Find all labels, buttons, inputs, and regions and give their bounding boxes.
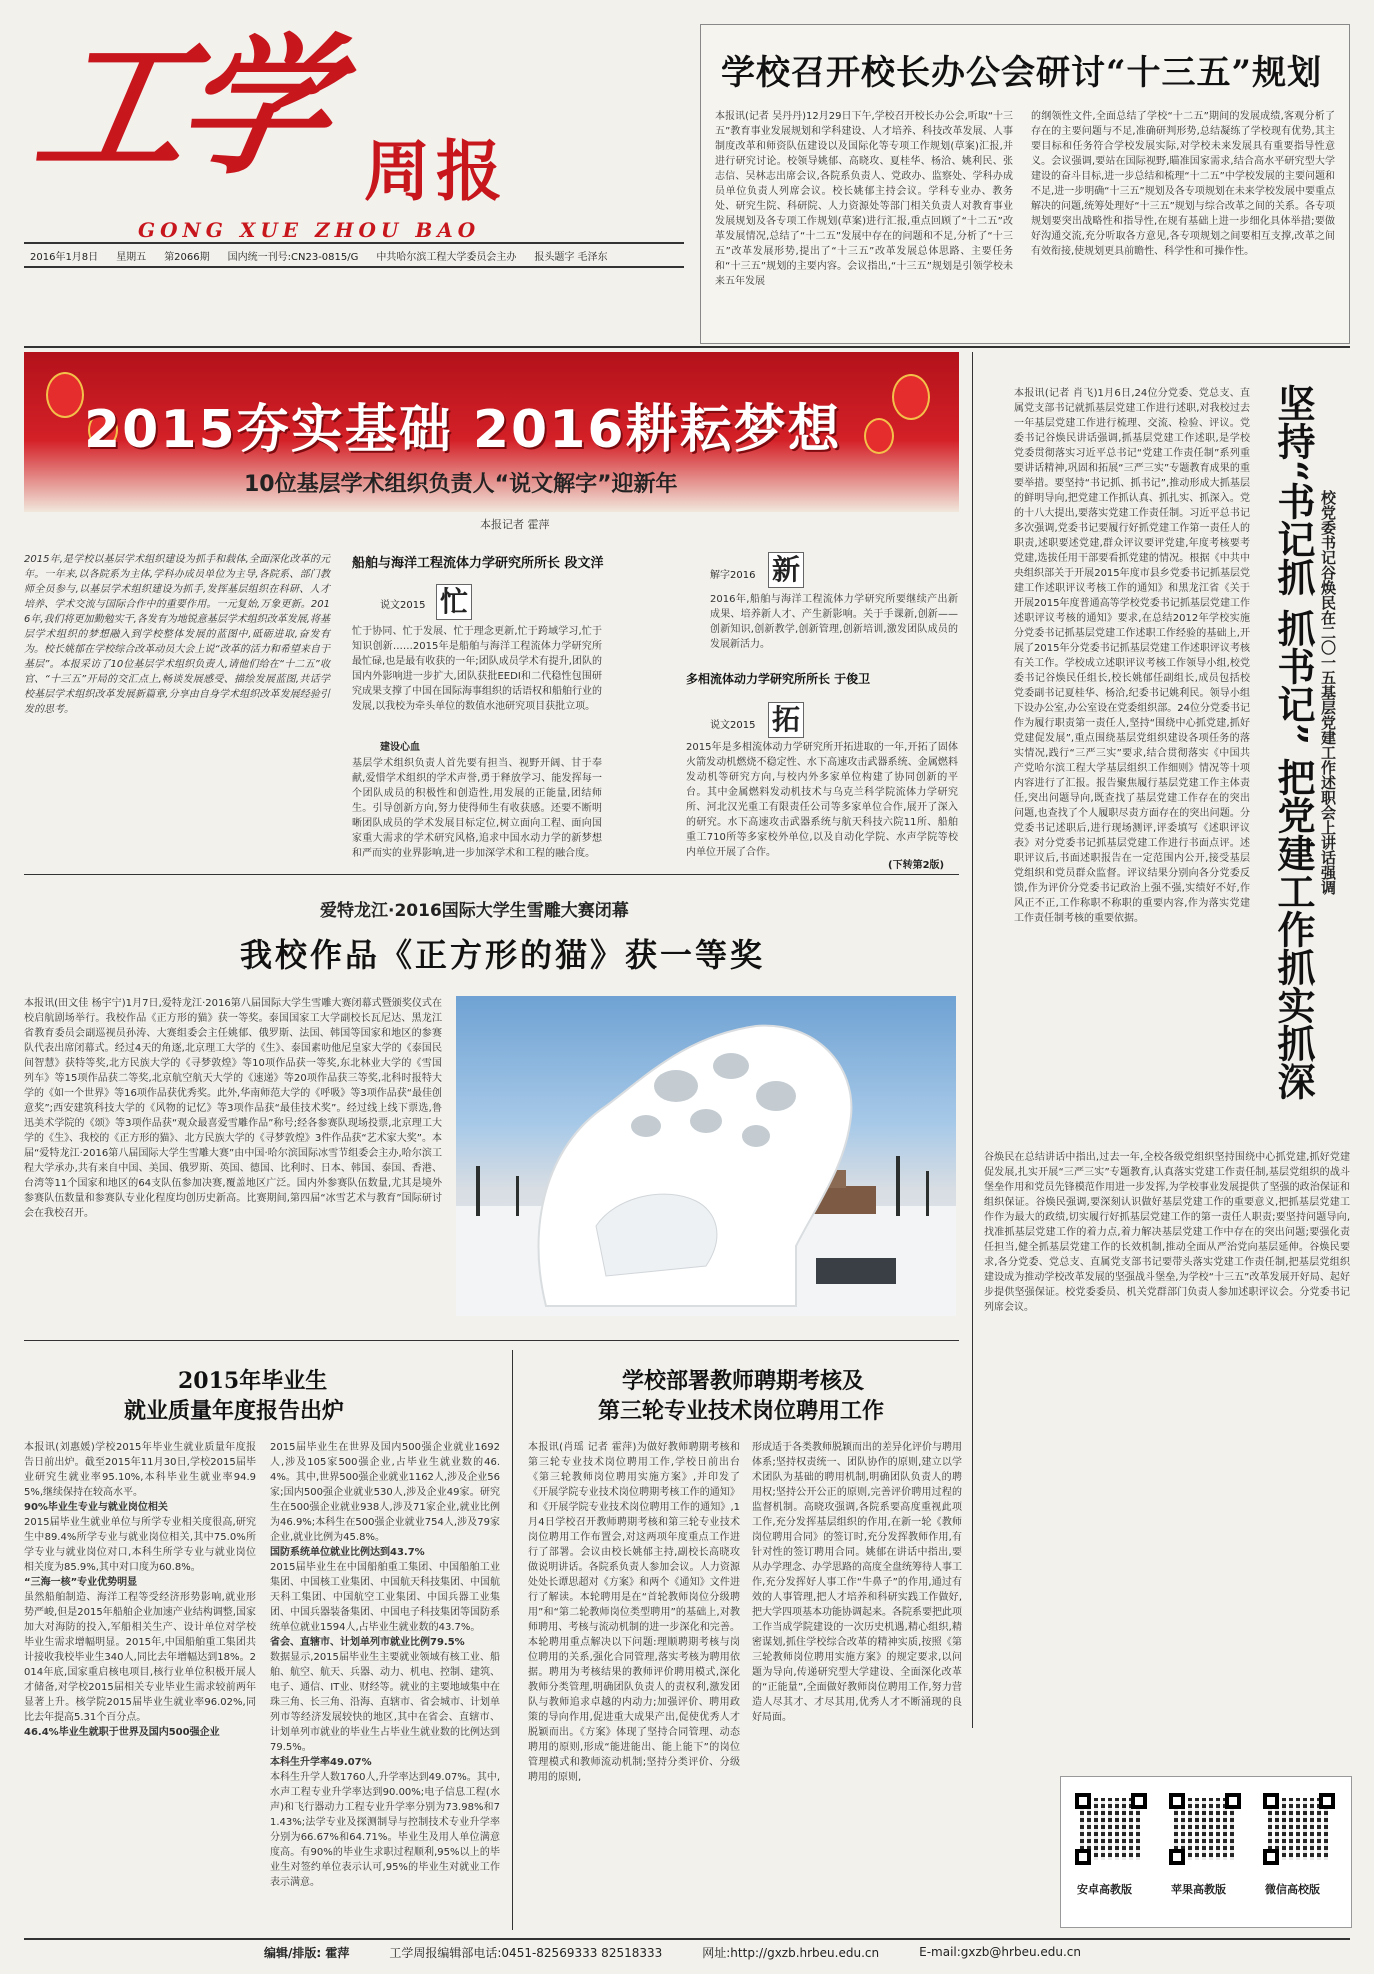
masthead-logo-gongxue: 工学: [24, 19, 336, 195]
employment-text-7: 本科生升学人数1760人,升学率达到49.07%。其中,水声工程专业升学率达到90.00%;电子信息工程(水声)和飞行器动力工程专业升学率分别为73.98%和71.43%;法学专业及探测制导与控制技术专业升学率分别为66.67%和64.71%。毕业生及用人单位满意度高。有90%的毕业生求职过程顺利,95%以上的毕业生对签约单位表示认可,95%的毕业生对就业工作表示满意。: [270, 1772, 500, 1888]
footer-phone: 工学周报编辑部电话:0451-82569333 82518333: [389, 1945, 663, 1960]
top-story-box: [700, 24, 1350, 344]
word-2016-label: 解字2016: [710, 570, 756, 581]
word-2015-character-2: 拓: [768, 702, 804, 738]
qr-code-panel: [1060, 1776, 1352, 1928]
snow-sculpture-illustration: [456, 996, 956, 1316]
hr-story-col-1: 本报讯(肖瑶 记者 霍萍)为做好教师聘期考核和第三轮专业技术岗位聘用工作,学校日前出台《第三轮教师岗位聘用实施方案》,并印发了《开展学院专业技术岗位聘期考核工作的通知》和《开展学院专业技术岗位聘用工作的通知》,1月4日学校召开教师聘期考核和第三轮专业技术岗位聘用工作布置会,对这两项年度重点工作进行了部署。会议由校长姚郁主持,副校长高晓攻做说明讲话。各院系负责人参加会议。人力资源处处长谭思超对《方案》和两个《通知》文件进行了解读。本轮聘用是在“首轮教师岗位分级聘用”和“第二轮教师岗位类型聘用”的基础上,对教师聘用、考核与流动机制的进一步深化和完善。本轮聘用重点解决以下问题:理顺聘期考核与岗位聘用的关系,强化合同管理,落实考核为聘用依据。聘用为考核结果的教师评价聘用模式,深化教师分类管理,明确团队负责人的责权利,激发团队与教师追求卓越的内动力;加强评价、聘用政策的导向作用,促进重大成果产出,促使优秀人才脱颖而出。《方案》体现了坚持合同管理、动态聘用的原则,形成“能进能出、能上能下”的岗位管理模式和教师流动机制;坚持分类评价、分级聘用的原则,: [528, 1442, 740, 1783]
masthead-pinyin: GONG XUE ZHOU BAO: [138, 218, 481, 242]
employment-sub-5: 省会、直辖市、计划单列市就业比例79.5%: [270, 1637, 465, 1648]
snow-story-kicker: 爱特龙江·2016国际大学生雪雕大赛闭幕: [320, 901, 629, 921]
divider: [24, 1340, 959, 1341]
employment-text-4: 2015届毕业生在世界及国内500强企业就业1692人,涉及105家500强企业,占毕业生就业数的46.4%。其中,世界500强企业就业1162人,涉及企业56家;国内500强企业就业530人,涉及企业49家。研究生在500强企业就业938人,涉及71家企业,就业比例为46.9%;本科生在500强企业就业754人,涉及79家企业,就业比例为45.8%。: [270, 1442, 500, 1543]
employment-headline-line1[interactable]: 2015年毕业生: [178, 1368, 328, 1394]
divider: [24, 346, 1350, 348]
feature-byline: 本报记者 霍萍: [480, 518, 550, 531]
employment-sub-3: 46.4%毕业生就职于世界及国内500强企业: [24, 1727, 220, 1738]
qr-code-label: 安卓高教版: [1077, 1883, 1132, 1896]
employment-text-1: 本报讯(刘惠媛)学校2015年毕业生就业质量年度报告日前出炉。截至2015年11月30日,学校2015届毕业研究生就业率95.10%,本科毕业生就业率94.95%,继续保持在较高水平。: [24, 1442, 256, 1498]
snow-story-text: 本报讯(田文佳 杨宇宁)1月7日,爱特龙江·2016第八届国际大学生雪雕大赛闭幕式暨颁奖仪式在校启航剧场举行。我校作品《正方形的猫》获一等奖。泰国国家工大学副校长瓦尼达、黑龙江省教育委员会副巡视员孙涛、大赛组委会主任姚郁、俄罗斯、法国、韩国等国家和地区的参赛队代表出席闭幕式。经过4天的角逐,北京理工大学的《生》、泰国素叻他尼皇家大学的《泰国民间智慧》获特等奖,北方民族大学的《寻梦敦煌》等10项作品获一等奖,东北林业大学的《雪国列车》等15项作品获二等奖,北京航空航天大学的《速递》等20项作品获三等奖,北科时报特大学的《如一个世界》等16项作品获优秀奖。此外,华南师范大学的《呼吸》等3项作品获“最佳创意奖”;西安建筑科技大学的《风物的记忆》等3项作品获“最佳技术奖”。经过线上线下票选,鲁迅美术学院的《颂》等3项作品获“观众最喜爱雪雕作品”称号;经各参赛队现场投票,北京理工大学的《生》、我校的《正方形的猫》、北方民族大学的《寻梦敦煌》3件作品获“艺术家大奖”。本届“爱特龙江·2016第八届国际大学生雪雕大赛”由中国·哈尔滨国际冰雪节组委会主办,哈尔滨工程大学承办,共有来自中国、美国、俄罗斯、英国、德国、比利时、日本、韩国、泰国、香港、台湾等11个国家和地区的64支队伍参加决赛,覆盖地区广泛。国内外参赛队伍数量,尤其是境外参赛队伍数量和参赛队专业化程度均创历史新高。比赛期间,第四届“冰雪艺术与教育”国际研讨会在我校召开。: [24, 998, 442, 1219]
word-2015-label-2: 说文2015: [710, 720, 756, 731]
word-2016-character: 新: [768, 552, 804, 588]
qr-corner: [1075, 1849, 1091, 1865]
employment-text-2: 2015届毕业生就业单位与所学专业相关度很高,研究生中89.4%所学专业与就业岗位相关,其中75.0%所学专业与就业岗位对口,本科生所学专业与就业岗位相关度为85.9%,其中对口度为60.8%。: [24, 1517, 256, 1573]
employment-headline-line2[interactable]: 就业质量年度报告出炉: [124, 1398, 345, 1424]
issue-serial: 国内统一刊号:CN23-0815/G: [227, 251, 359, 263]
issue-number: 第2066期: [164, 251, 210, 263]
footer-bar: [24, 1938, 1350, 1964]
employment-sub-2: “三海一核”专业优势明显: [24, 1577, 138, 1588]
divider: [512, 1350, 513, 1930]
snow-story-headline[interactable]: 我校作品《正方形的猫》获一等奖: [240, 936, 766, 974]
masthead-logo-zhoubao: 周报: [364, 133, 508, 210]
masthead-info-bar: [24, 242, 684, 268]
qr-code-label: 微信高校版: [1265, 1883, 1320, 1896]
qr-corner: [1319, 1793, 1335, 1809]
divider: [972, 352, 973, 1728]
top-story-column-2: 的纲领性文件,全面总结了学校“十二五”期间的发展成绩,客观分析了存在的主要问题与不足,准确研判形势,总结凝练了学校现有优势,其主要目标和任务符合学校发展实际,对学校未来发展具有重要指导性意义。会议强调,要站在国际视野,瞄准国家需求,结合高水平研究型大学建设的奋斗目标,进一步总结和梳理“十二五”中学校发展的主要问题和不足,进一步明确“十三五”规划及各专项规划在未来学校发展中要重点解决的问题,统筹处理好“十三五”规划与综合改革之间的关系。各专项规划要突出战略性和指导性,在规有基础上进一步细化具体举措;要做好沟通交流,充分听取各方意见,各专项规划之间要相互支撑,改革之间有效衔接,使规划更具前瞻性、科学性和可操作性。: [1031, 111, 1335, 257]
snow-sculpture-photo: [456, 996, 956, 1316]
interview-2-text-2: 2015年是多相流体动力学研究所开拓进取的一年,开拓了固体火箭发动机燃烧不稳定性、水下高速攻击武器系统、金属燃料发动机等研究方向,与校内外多家单位构建了协同创新的平台。其中金属燃料发动机技术与乌克兰科学院流体力学研究所、河北汉光重工有限责任公司等多家单位合作,展开了深入的研究。水下高速攻击武器系统与航天科技六院11所、船舶重工710所等多家校外单位,以及自动化学院、水声学院等校内单位开展了合作。: [686, 742, 958, 858]
footer-email[interactable]: E-mail:gxzb@hrbeu.edu.cn: [919, 1945, 1081, 1959]
hr-headline-line1[interactable]: 学校部署教师聘期考核及: [622, 1368, 865, 1394]
qr-code-label: 苹果高教版: [1171, 1883, 1226, 1896]
employment-story-col-1: [24, 1440, 256, 1930]
qr-corner: [1131, 1793, 1147, 1809]
hr-story-col-2: 形成适于各类教师脱颖而出的差异化评价与聘用体系;坚持权责统一、团队协作的原则,建立以学术团队为基础的聘用机制,明确团队负责人的聘用权;坚持公开公正的原则,完善评价聘用过程的监督机制。高晓攻强调,各院系要高度重视此项工作,充分发挥基层组织的作用,在新一轮《教师岗位聘用合同》的签订时,充分发挥教师作用,有针对性的签订聘用合同。姚郁在讲话中指出,要从办学理念、办学思路的高度全盘统筹待人事工作,充分发挥好人事工作“牛鼻子”的作用,通过有效的人事管理,把人才培养和科研实践工作做好,把大学四项基本功能协调起来。各院系要把此项工作当成学院建设的一次历史机遇,精心组织,精密谋划,抓住学校综合改革的精神实质,按照《第三轮教师岗位聘用实施方案》的规定要求,以问题为导向,传递研究型大学建设、全面深化改革的“正能量”,全面做好教师岗位聘用工作,努力营造人尽其才、才尽其用,优秀人才不断涌现的良好局面。: [752, 1442, 962, 1723]
lantern-icon: [864, 418, 894, 454]
masthead: [24, 20, 684, 270]
employment-sub-4: 国防系统单位就业比例达到43.7%: [270, 1547, 425, 1558]
top-story-column-1: 本报讯(记者 吴丹丹)12月29日下午,学校召开校长办公会,听取“十三五”教育事业发展规划和学科建设、人才培养、科技改革发展、人事制度改革和师资队伍建设以及国际化等专项工作规划(草案)汇报,并进行研究讨论。校领导姚郁、高晓攻、夏桂华、杨洽、姚利民、张志信、吴林志出席会议,各院系负责人、党政办、监察处、学科办成员单位负责人列席会议。校长姚郁主持会议。学科专业办、教务处、研究生院、科研院、人力资源处等部门相关负责人对教育事业发展规划及各专项工作规划(草案)进行汇报,重点回顾了“十二五”改革发展情况,总结了“十二五”发展中存在的问题和不足,分析了“十三五”改革发展形势,提出了“十三五”改革发展总体思路、主要任务和“十三五”规划的主要内容。会议指出,“十三五”规划是引领学校未来五年发展: [715, 111, 1013, 287]
employment-sub-6: 本科生升学率49.07%: [270, 1757, 372, 1768]
top-story-headline[interactable]: 学校召开校长办公会研讨“十三五”规划: [721, 53, 1323, 93]
feature-banner: [24, 352, 959, 512]
qr-corner: [1225, 1793, 1241, 1809]
employment-text-5: 2015届毕业生在中国船舶重工集团、中国船舶工业集团、中国核工业集团、中国航天科技集团、中国航天科工集团、中国航空工业集团、中国兵器工业集团、中国兵器装备集团、中国电子科技集团等国防系统单位就业1594人,占毕业生就业数的43.7%。: [270, 1562, 500, 1633]
lantern-icon: [892, 374, 930, 420]
issue-date: 2016年1月8日: [30, 251, 99, 263]
feature-banner-subtitle: 10位基层学术组织负责人“说文解字”迎新年: [244, 472, 678, 497]
party-story-text-top: 本报讯(记者 肖飞)1月6日,24位分党委、党总支、直属党支部书记就抓基层党建工作进行述职,对我校过去一年基层党建工作进行梳理、交流、检验、评议。党委书记谷焕民讲话强调,抓基层党建工作述职,是学校党委贯彻落实习近平总书记“党建工作责任制”系列重要讲话精神,巩固和拓展“三严三实”专题教育成果的重要举措。要坚持“书记抓、抓书记”,推动形成大抓基层的鲜明导向,把党建工作抓认真、抓扎实、抓深入。党的十八大提出,要落实党建工作责任制。习近平总书记多次强调,党委书记要履行好抓党建工作第一责任人的职责,述职要述党建,群众评议要评党建,年度考核要考党建,选拔任用干部要看抓党建的情况。根据《中共中央组织部关于开展2015年度市县乡党委书记抓基层党建工作述职评议考核工作的通知》和黑龙江省《关于开展2015年度普通高等学校党委书记抓基层党建工作述职评议考核的通知》要求,在总结2012年学校实施分党委书记抓基层党建工作述职工作经验的基础上,开展了2015年分党委书记抓基层党建工作述职评议考核有关工作。学校成立述职评议考核工作领导小组,校党委书记谷焕民任组长,校长姚郁任副组长,成员包括校党委副书记夏桂华、杨洽,纪委书记姚利民。领导小组下设办公室,办公室设在党委组织部。24位分党委书记作为履行职责第一责任人,坚持“围绕中心抓党建,抓好党建促发展”,重点围绕基层党组织建设各项任务的落实情况,践行“三严三实”要求,结合贯彻落实《中国共产党哈尔滨工程大学基层组织工作细则》情况等十项内容进行了汇报。报告聚焦履行基层党建工作主体责任,突出问题导向,既查找了基层党建工作存在的突出问题,也查找了个人履职尽责方面存在的突出问题。分党委书记述职后,进行现场测评,评委填写《述职评议表》对分党委书记抓基层党建工作进行书面点评。述职评议后,书面述职报告在一定范围内公开,接受基层党组织和党员群众监督。评议结果分别向各分党委反馈,作为评价分党委书记政治上强不强,实绩好不好,作风正不正,工作称职不称职的重要内容,作为落实党建工作责任制考核的重要依据。: [1014, 388, 1250, 924]
hr-headline-line2[interactable]: 第三轮专业技术岗位聘用工作: [598, 1398, 885, 1424]
issue-weekday: 星期五: [116, 251, 147, 263]
issue-publisher: 中共哈尔滨工程大学委员会主办: [376, 251, 517, 263]
qr-corner: [1075, 1793, 1091, 1809]
employment-story-col-2: [270, 1440, 500, 1930]
qr-code-wechat[interactable]: [1263, 1793, 1335, 1865]
employment-text-6: 数据显示,2015届毕业生主要就业领域有核工业、船舶、航空、航天、兵器、动力、机电、控制、建筑、电子、通信、IT业、财经等。就业的主要地域集中在珠三角、长三角、沿海、直辖市、省会城市、计划单列市等经济发展较快的地区,其中在省会、直辖市、计划单列市就业的毕业生占毕业生就业数的比例达到79.5%。: [270, 1652, 500, 1753]
footer-editor: 编辑/排版: 霍萍: [264, 1945, 350, 1960]
word-2015-character: 忙: [436, 584, 472, 620]
qr-code-android[interactable]: [1075, 1793, 1147, 1865]
qr-corner: [1169, 1849, 1185, 1865]
interview-1-text: 忙于协同、忙于发展、忙于理念更新,忙于跨域学习,忙于知识创新……2015年是船舶与海洋工程流体力学研究所最忙碌,也是最有收获的一年;团队成员学术有提升,团队的国内外影响进一步扩大,团队获批EEDI和二代稳性包围研究成果支撑了中国在国际海事组织的话语权和船舶行业的发展,以我校为牵头单位的数值水池研究项目获批立项。: [352, 626, 602, 712]
employment-text-3: 虽然船舶制造、海洋工程等受经济形势影响,就业形势严峻,但是2015年船舶企业加速产业结构调整,国家加大对海防的投入,军船相关生产、设计单位对学校毕业生需求增幅明显。2015年,中国船舶重工集团共计接收我校毕业生340人,同比去年增幅达到18%。2014年底,国家重启核电项目,核行业单位积极开展人才储备,对学校2015届相关专业毕业生需求较前两年显著上升。核学院2015届毕业生就业率96.02%,同比去年提高5.31个百分点。: [24, 1592, 256, 1723]
qr-corner: [1169, 1793, 1185, 1809]
qr-code-apple[interactable]: [1169, 1793, 1241, 1865]
interview-1-text-2: 基层学术组织负责人首先要有担当、视野开阔、甘于奉献,爱惜学术组织的学术声誉,勇于释放学习、能发挥每一个团队成员的积极性和创造性,用发展的正能量,团结师生。引导创新方向,努力使得师生有收获感。还要不断明晰团队成员的学术发展目标定位,树立面向工程、面向国家重大需求的学术研究风格,追求中国水动力学的新梦想和严而实的业界影响,进一步加深学术和工程的融合度。: [352, 758, 602, 859]
interview-1-subhead: 建设心血: [380, 742, 420, 753]
qr-corner: [1263, 1793, 1279, 1809]
employment-sub-1: 90%毕业生专业与就业岗位相关: [24, 1502, 168, 1513]
lantern-icon: [46, 372, 84, 418]
masthead-calligraphy-credit: 报头题字 毛泽东: [534, 251, 608, 263]
interview-2-text: 2016年,船舶与海洋工程流体力学研究所要继续产出新成果、培养新人才、产生新影响。关于手课新,创新——创新知识,创新教学,创新管理,创新培训,激发团队成员的发展新活力。: [710, 594, 958, 650]
party-story-text-bottom: 谷焕民在总结讲话中指出,过去一年,全校各级党组织坚持围绕中心抓党建,抓好党建促发展,扎实开展“三严三实”专题教育,认真落实党建工作责任制,基层党组织的战斗堡垒作用和党员先锋模范作用进一步发挥,为学校事业发展提供了坚强的政治保证和组织保证。谷焕民强调,要深刻认识做好基层党建工作的重要意义,把抓基层党建工作作为最大的政绩,切实履行好抓基层党建工作的第一责任人职责;要坚持问题导向,找准抓基层党建工作的着力点,着力解决基层党建工作中存在的突出问题;要强化责任担当,健全抓基层党建工作的长效机制,推动全面从严治党向基层延伸。谷焕民要求,各分党委、党总支、直属党支部书记要带头落实党建工作责任制,把基层党组织建设成为推动学校改革发展的坚强战斗堡垒,为学校“十三五”改革发展开好局、起好步提供坚强保证。校党委委员、机关党群部门负责人参加述职评议会。分党委书记列席会议。: [984, 1152, 1350, 1313]
interview-1-heading: 船舶与海洋工程流体力学研究所所长 段文洋: [352, 556, 604, 571]
word-2015-label: 说文2015: [380, 600, 426, 611]
party-story-subhead: 校党委书记谷焕民在二〇一五基层党建工作述职会上讲话强调: [1319, 490, 1337, 895]
interview-2-heading: 多相流体动力学研究所所长 于俊卫: [686, 672, 871, 686]
footer-website[interactable]: 网址:http://gxzb.hrbeu.edu.cn: [702, 1945, 880, 1960]
continued-note[interactable]: (下转第2版): [888, 860, 945, 871]
feature-intro: 2015年,是学校以基层学术组织建设为抓手和载体,全面深化改革的元年。一年来,以各院系为主体,学科办成员单位为主导,各院系、部门教师全员参与,以基层学术组织建设为抓手,发挥基层组织在科研、人才培养、学术交流与国际合作中的重要作用。一元复始,万象更新。2016年,我们将更加勤勉实干,各发有为地锐意基层学术组织改革发展,将基层学术组织的梦想融入到学校整体发展的蓝图中,砥砺进取,奋发有为。校长姚郁在学校综合改革动员大会上说“改革的活力和希望来自于基层”。本报采访了10位基层学术组织负责人,请他们给在“十二五”收官、“十三五”开局的交汇点上,畅谈发展感受、描绘发展蓝图,共话学校基层学术组织改革发展新篇章,分享由自身学术组织改革发展经验引发的思考。: [24, 554, 330, 715]
party-story-headline[interactable]: 坚持“书记抓 抓书记” 把党建工作抓实抓深: [1271, 384, 1316, 1101]
qr-corner: [1263, 1849, 1279, 1865]
divider: [24, 874, 959, 875]
feature-banner-title[interactable]: 2015夯实基础 2016耕耘梦想: [84, 400, 842, 460]
